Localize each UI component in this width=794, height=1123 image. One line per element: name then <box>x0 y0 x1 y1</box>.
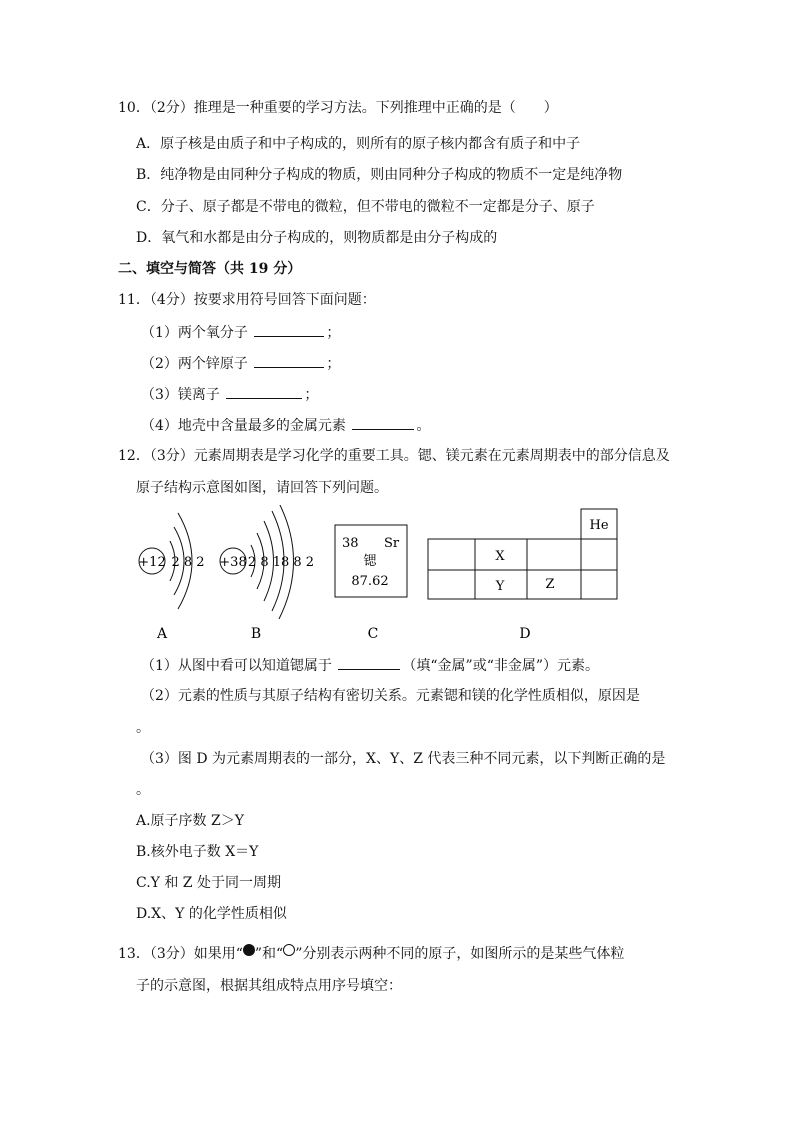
atom-b-diagram <box>219 505 314 619</box>
answer-blank[interactable] <box>352 415 414 430</box>
q11-stem: 11．（4分）按要求用符号回答下面问题： <box>118 292 376 308</box>
q12-choice-b: B.核外电子数 X＝Y <box>136 844 259 860</box>
q12-sub1: （1）从图中看可以知道锶属于 （填“金属”或“非金属”）元素。 <box>141 655 599 676</box>
q13-line2: 子的示意图，根据其组成特点用序号填空： <box>136 978 402 994</box>
atom-b-shells: 2 8 18 8 2 <box>247 555 315 570</box>
cell-c-symbol: Sr <box>384 536 400 551</box>
q10-option-d: D．氧气和水都是由分子构成的，则物质都是由分子构成的 <box>136 230 498 246</box>
black-atom-icon <box>243 944 255 956</box>
q12-stem-line1: 12．（3分）元素周期表是学习化学的重要工具。锶、镁元素在元素周期表中的部分信息及 <box>118 448 670 464</box>
answer-blank[interactable] <box>226 384 302 399</box>
figure-label-d: D <box>519 626 531 642</box>
atom-a-nucleus-charge: +12 <box>138 555 166 570</box>
q10-option-c: C．分子、原子都是不带电的微粒，但不带电的微粒不一定都是分子、原子 <box>136 199 595 215</box>
atom-a-shells: 2 8 2 <box>171 555 205 570</box>
q10-stem: 10．（2分）推理是一种重要的学习方法。下列推理中正确的是（ ） <box>118 100 558 116</box>
q13-line1: 13．（3分）如果用“ ”和“ ”分别表示两种不同的原子，如图所示的是某些气体粒 <box>118 946 625 962</box>
figure-label-a: A <box>156 626 168 642</box>
section-title: 二、填空与简答（共 19 分） <box>118 261 302 277</box>
q12-stem-line2: 原子结构示意图如图，请回答下列问题。 <box>136 480 388 496</box>
figure-label-c: C <box>367 626 379 642</box>
atom-a-diagram <box>138 513 204 609</box>
q12-sub3-line1: （3）图 D 为元素周期表的一部分，X、Y、Z 代表三种不同元素，以下判断正确的是 <box>141 751 666 767</box>
q10-option-a: A．原子核是由质子和中子构成的，则所有的原子核内都含有质子和中子 <box>136 136 581 152</box>
q10-option-b: B．纯净物是由同种分子构成的物质，则由同种分子构成的物质不一定是纯净物 <box>136 167 623 183</box>
q11-item-2: （2）两个锌原子 ； <box>141 353 340 374</box>
white-atom-icon <box>283 944 295 956</box>
q11-item-1: （1）两个氧分子 ； <box>141 322 340 343</box>
q12-choice-d: D.X、Y 的化学性质相似 <box>136 906 287 922</box>
answer-blank[interactable] <box>254 322 324 337</box>
table-d-x: X <box>495 549 505 564</box>
element-cell-c <box>335 525 407 597</box>
figure-label-b: B <box>250 626 262 642</box>
q11-item-3: （3）镁离子 ； <box>141 384 318 405</box>
cell-c-name: 锶 <box>363 554 377 569</box>
cell-c-number: 38 <box>342 536 359 551</box>
q12-choice-c: C.Y 和 Z 处于同一周期 <box>136 875 281 891</box>
table-d-y: Y <box>495 579 505 594</box>
q12-figure <box>0 505 794 645</box>
atom-b-nucleus-charge: +38 <box>219 555 247 570</box>
table-d-z: Z <box>545 577 555 592</box>
table-d-he: He <box>589 518 609 533</box>
q12-choice-a: A.原子序数 Z＞Y <box>136 813 244 829</box>
q12-sub3-line2: 。 <box>136 782 150 798</box>
q12-sub2-line1: （2）元素的性质与其原子结构有密切关系。元素锶和镁的化学性质相似，原因是 <box>141 688 640 704</box>
q12-sub2-line2: 。 <box>136 720 150 736</box>
answer-blank[interactable] <box>254 353 324 368</box>
cell-c-mass: 87.62 <box>351 574 389 589</box>
q11-item-4: （4）地壳中含量最多的金属元素 。 <box>141 415 430 436</box>
answer-blank[interactable] <box>338 655 400 670</box>
